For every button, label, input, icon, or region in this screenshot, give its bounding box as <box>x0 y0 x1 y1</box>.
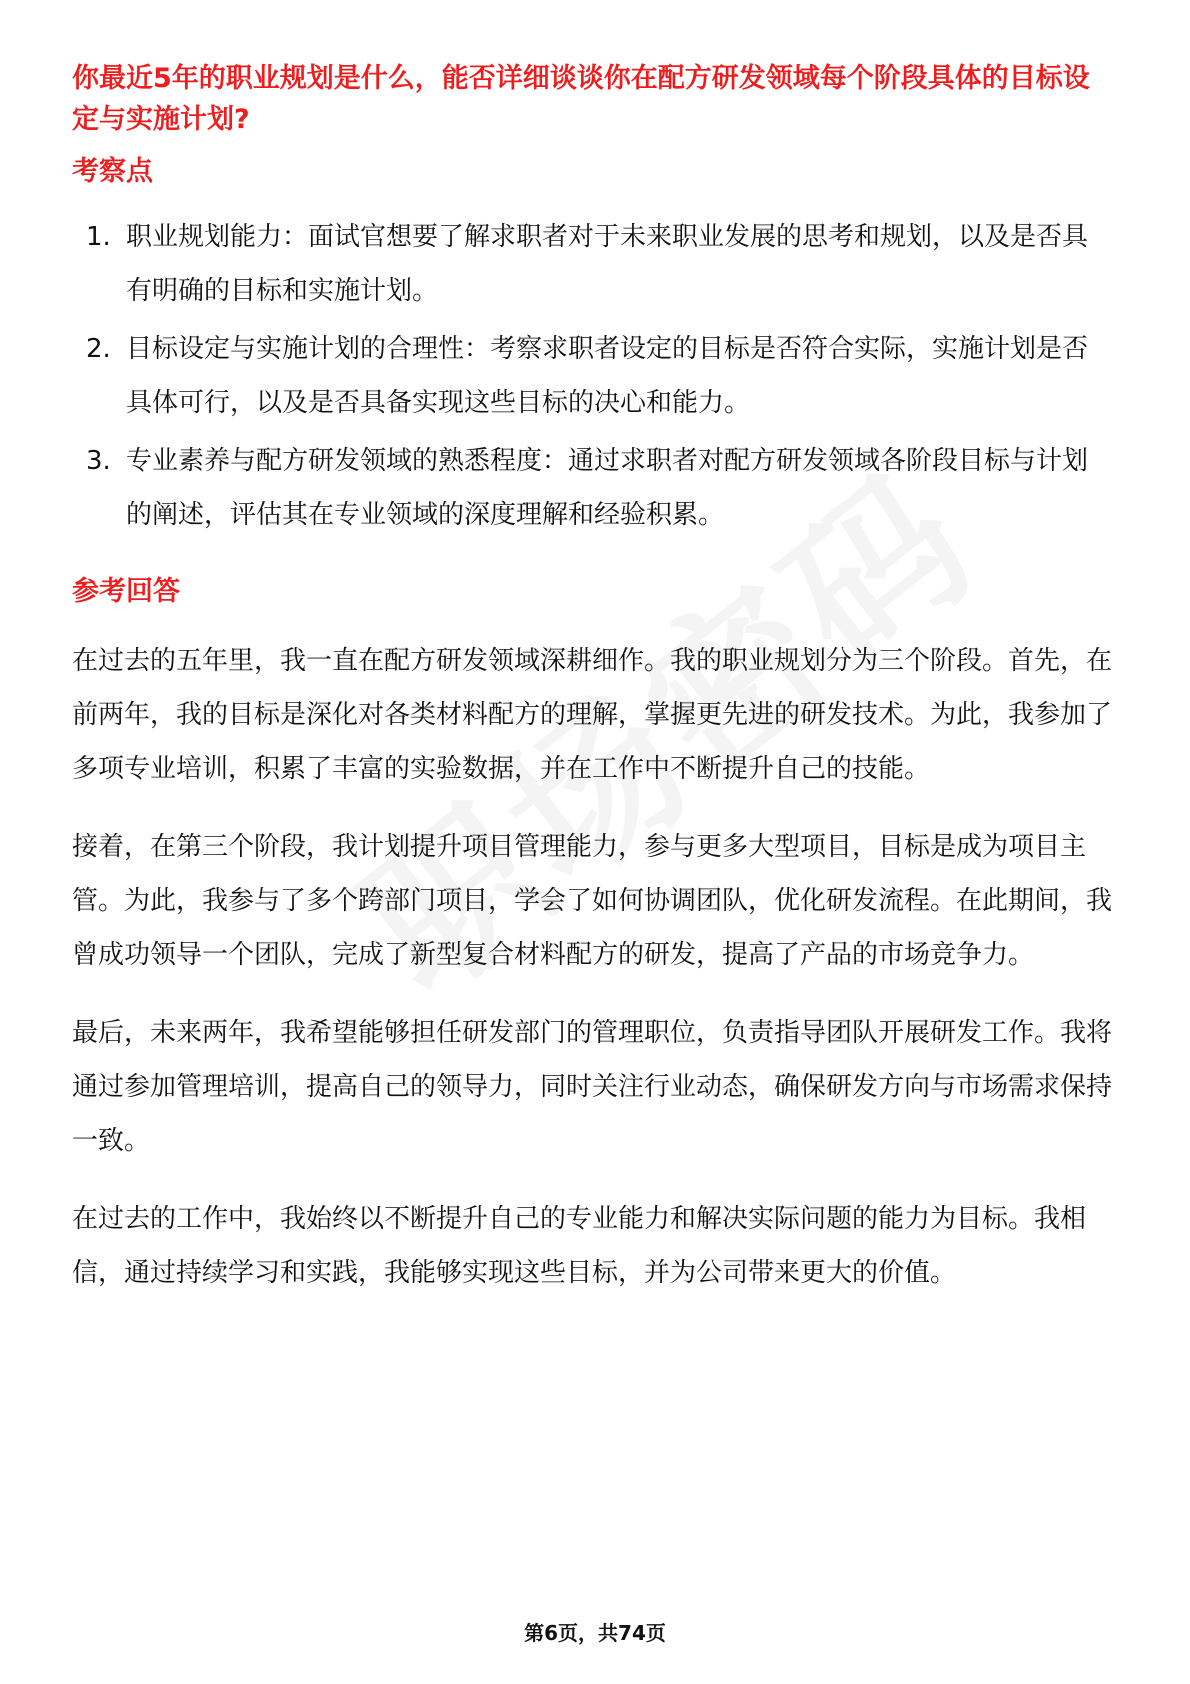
list-item-number: 3. <box>86 446 111 476</box>
list-item <box>72 434 1112 542</box>
page-number-footer: 第6页，共74页 <box>524 1621 666 1645</box>
reference-answer-heading: 参考回答 <box>72 576 180 607</box>
question-title: 你最近5年的职业规划是什么，能否详细谈谈你在配方研发领域每个阶段具体的目标设定与实施计划? <box>72 63 1090 135</box>
page-content <box>72 58 1112 1300</box>
exam-points-heading: 考察点 <box>72 156 153 187</box>
answer-paragraph: 最后，未来两年，我希望能够担任研发部门的管理职位，负责指导团队开展研发工作。我将通过参加管理培训，提高自己的领导力，同时关注行业动态，确保研发方向与市场需求保持一致。 <box>72 1018 1113 1156</box>
answer-paragraph: 在过去的工作中，我始终以不断提升自己的专业能力和解决实际问题的能力为目标。我相信，通过持续学习和实践，我能够实现这些目标，并为公司带来更大的价值。 <box>72 1204 1087 1288</box>
list-item <box>72 210 1112 318</box>
answer-paragraph: 在过去的五年里，我一直在配方研发领域深耕细作。我的职业规划分为三个阶段。首先，在前两年，我的目标是深化对各类材料配方的理解，掌握更先进的研发技术。为此，我参加了多项专业培训，积累了丰富的实验数据，并在工作中不断提升自己的技能。 <box>72 646 1113 784</box>
list-item-text: 职业规划能力：面试官想要了解求职者对于未来职业发展的思考和规划，以及是否具有明确的目标和实施计划。 <box>126 222 1089 306</box>
list-item <box>72 322 1112 430</box>
list-item-text: 专业素养与配方研发领域的熟悉程度：通过求职者对配方研发领域各阶段目标与计划的阐述，评估其在专业领域的深度理解和经验积累。 <box>126 446 1089 530</box>
answer-paragraph: 接着，在第三个阶段，我计划提升项目管理能力，参与更多大型项目，目标是成为项目主管。为此，我参与了多个跨部门项目，学会了如何协调团队，优化研发流程。在此期间，我曾成功领导一个团队，完成了新型复合材料配方的研发，提高了产品的市场竞争力。 <box>72 832 1113 970</box>
list-item-number: 1. <box>86 222 111 252</box>
exam-points-list <box>72 210 1112 542</box>
list-item-text: 目标设定与实施计划的合理性：考察求职者设定的目标是否符合实际，实施计划是否具体可行，以及是否具备实现这些目标的决心和能力。 <box>126 334 1089 418</box>
list-item-number: 2. <box>86 334 111 364</box>
